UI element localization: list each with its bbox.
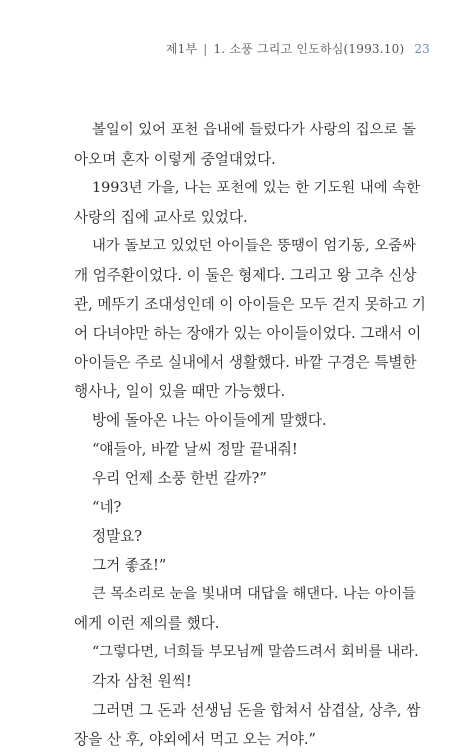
text-line: 각자 삼천 원씩! <box>92 673 192 690</box>
page-number: 23 <box>414 42 430 56</box>
text-line: 개 엄주환이었다. 이 둘은 형제다. 그리고 왕 고추 신상 <box>74 267 417 284</box>
text-line: “그렇다면, 너희들 부모님께 말씀드려서 회비를 내라. <box>92 644 419 660</box>
text-line: 사랑의 집에 교사로 있었다. <box>74 209 248 226</box>
text-line: 그러면 그 돈과 선생님 돈을 합쳐서 삼겹살, 상추, 쌈 <box>92 702 421 719</box>
text-line: “얘들아, 바깥 날씨 정말 끝내줘! <box>92 441 298 458</box>
text-line: 내가 돌보고 있었던 아이들은 뚱땡이 엄기동, 오줌싸 <box>92 238 416 254</box>
text-line: 1993년 가을, 나는 포천에 있는 한 기도원 내에 속한 <box>92 180 421 196</box>
text-line: 아이들은 주로 실내에서 생활했다. 바깥 구경은 특별한 <box>74 354 417 371</box>
chapter-title: 1. 소풍 그리고 인도하심(1993.10) <box>213 42 405 56</box>
text-line: 우리 언제 소풍 한번 갈까?” <box>92 470 267 487</box>
text-line: 장을 산 후, 야외에서 먹고 오는 거야.” <box>74 731 316 748</box>
text-line: 어 다녀야만 하는 장애가 있는 아이들이었다. 그래서 이 <box>74 325 422 342</box>
part-label: 제1부 <box>165 42 198 56</box>
header-separator: | <box>203 42 208 56</box>
text-line: 정말요? <box>92 528 143 545</box>
text-line: 에게 이런 제의를 했다. <box>74 615 220 632</box>
text-line: 방에 돌아온 나는 아이들에게 말했다. <box>92 412 327 429</box>
text-line: 볼일이 있어 포천 읍내에 들렀다가 사랑의 집으로 돌 <box>92 122 416 138</box>
body-text <box>74 116 426 754</box>
text-line: 아오며 혼자 이렇게 중얼대었다. <box>74 151 276 168</box>
text-line: 그거 좋죠!” <box>92 557 167 574</box>
text-line: 큰 목소리로 눈을 빛내며 대답을 해댄다. 나는 아이들 <box>92 586 416 602</box>
running-header <box>166 40 430 57</box>
text-line: 행사나, 일이 있을 때만 가능했다. <box>74 383 286 400</box>
text-line: “네? <box>92 499 122 516</box>
text-line: 관, 메뚜기 조대성인데 이 아이들은 모두 걷지 못하고 기 <box>74 296 426 313</box>
